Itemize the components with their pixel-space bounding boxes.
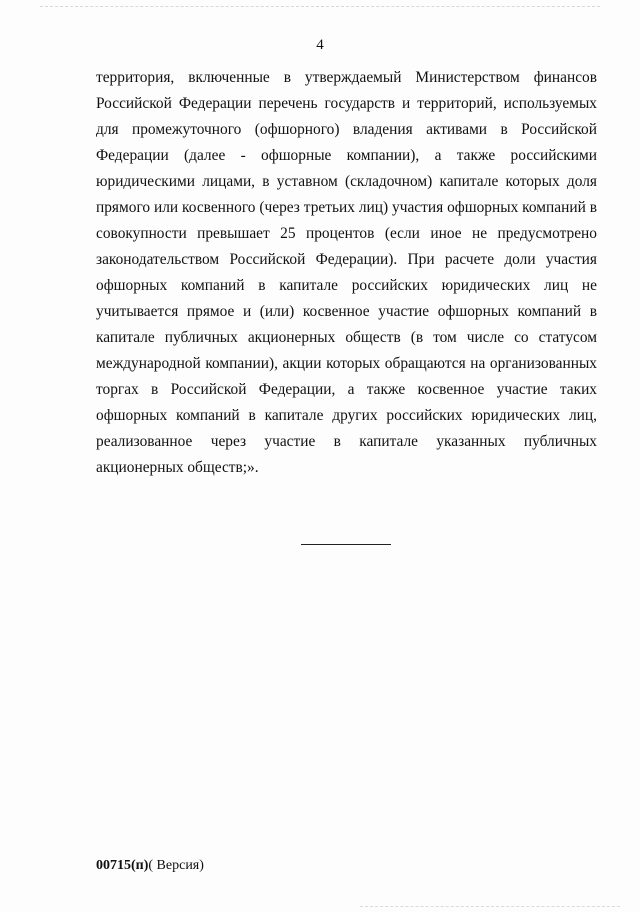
scan-edge-bottom <box>360 906 620 908</box>
body-paragraph: территория, включенные в утверждаемый Министерством финансов Российской Федерации перечень государств и территорий, используемых для промежуточного (офшорного) владения активами в Российской Федерации (далее - офшорные компании), а также российскими юридическими лицами, в уставном (складочном) капитале которых доля прямого или косвенного (через третьих лиц) участия офшорных компаний в совокупности превышает 25 процентов (если иное не предусмотрено законодательством Российской Федерации). При расчете доли участия офшорных компаний в капитале российских юридических лиц не учитывается прямое и (или) косвенное участие офшорных компаний в капитале публичных акционерных обществ (в том числе со статусом международной компании), акции которых обращаются на организованных торгах в Российской Федерации, а также косвенное участие таких офшорных компаний в капитале других российских юридических лиц, реализованное через участие в капитале указанных публичных акционерных обществ;». <box>96 69 597 476</box>
separator-line <box>301 544 391 545</box>
document-code-suffix: ( Версия) <box>148 858 204 873</box>
scan-edge-top <box>40 6 600 8</box>
document-code-number: 00715(п) <box>96 858 149 873</box>
page-number: 4 <box>316 37 324 53</box>
document-code <box>96 857 204 875</box>
